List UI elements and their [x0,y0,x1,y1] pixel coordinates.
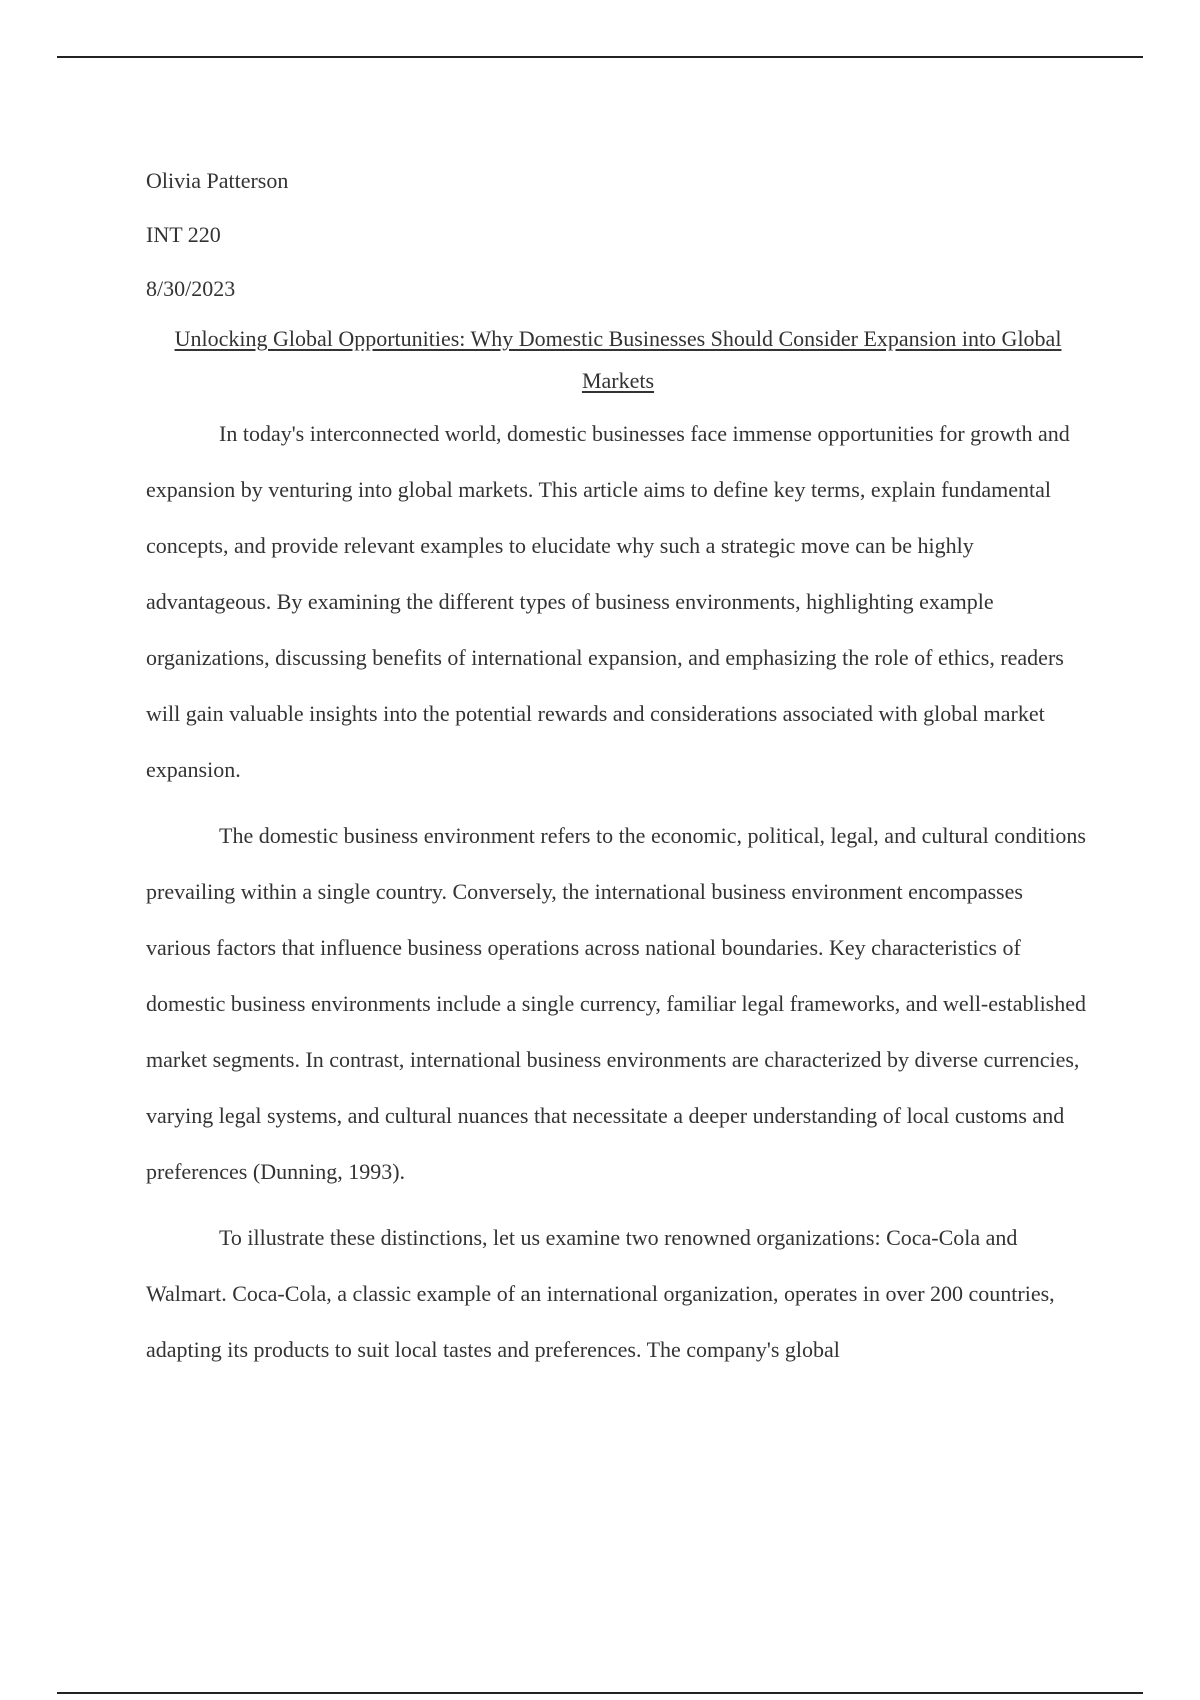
top-rule [57,56,1143,58]
document-date: 8/30/2023 [146,276,236,301]
document-title: Unlocking Global Opportunities: Why Domestic Businesses Should Consider Expansion into Global Markets [174,326,1062,393]
paragraph-introduction: In today's interconnected world, domestic businesses face immense opportunities for growth and expansion by venturing into global markets. This article aims to define key terms, explain fundamental concepts, and provide relevant examples to elucidate why such a strategic move can be highly advantageous. By examining the different types of business environments, highlighting example organizations, discussing benefits of international expansion, and emphasizing the role of ethics, readers will gain valuable insights into the potential rewards and considerations associated with global market expansion. [146,421,1070,782]
author-name: Olivia Patterson [146,168,289,193]
bottom-rule [57,1692,1143,1694]
document-body [146,154,1090,1378]
course-code: INT 220 [146,222,221,247]
paragraph-business-environments: The domestic business environment refers to the economic, political, legal, and cultural conditions prevailing within a single country. Conversely, the international business environment encompasses various factors that influence business operations across national boundaries. Key characteristics of domestic business environments include a single currency, familiar legal frameworks, and well-established market segments. In contrast, international business environments are characterized by diverse currencies, varying legal systems, and cultural nuances that necessitate a deeper understanding of local customs and preferences (Dunning, 1993). [146,823,1087,1184]
paragraph-example-organizations: To illustrate these distinctions, let us examine two renowned organizations: Coca-Cola and Walmart. Coca-Cola, a classic example of an international organization, operates in over 200 countries, adapting its products to suit local tastes and preferences. The company's global [146,1225,1055,1362]
